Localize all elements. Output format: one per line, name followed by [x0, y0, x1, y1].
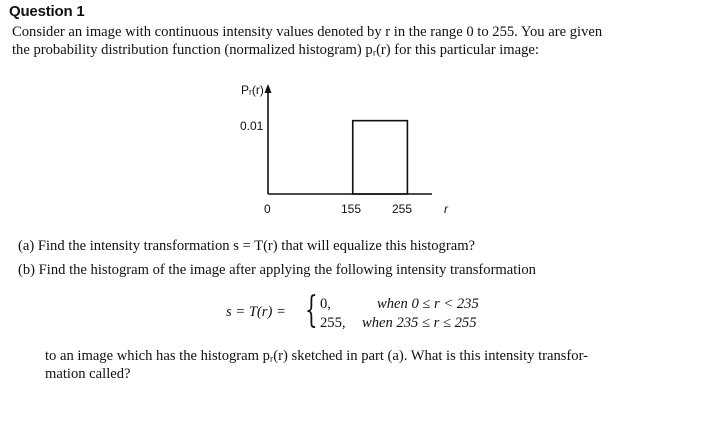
equation-lhs: s = T(r) =	[226, 304, 286, 320]
closing-line-2: mation called?	[45, 366, 131, 382]
y-tick-label: 0.01	[240, 119, 264, 133]
case-1-value: 0,	[320, 296, 331, 312]
case-2-value: 255,	[320, 315, 346, 331]
part-a: (a) Find the intensity transformation s = T(r) that will equalize this histogram?	[18, 238, 476, 254]
intro-line-1: Consider an image with continuous intensity values denoted by r in the range 0 to 255. You are given	[12, 24, 603, 40]
case-1-condition: when 0 ≤ r < 235	[377, 296, 479, 312]
y-axis-arrowhead	[265, 84, 272, 93]
x-axis-label: r	[444, 202, 448, 216]
x-tick-label-255: 255	[392, 202, 413, 216]
closing-line-1: to an image which has the histogram pᵣ(r) sketched in part (a). What is this intensity transfor-	[45, 348, 589, 364]
part-b: (b) Find the histogram of the image after applying the following intensity transformation	[18, 262, 536, 278]
x-tick-label-155: 155	[341, 202, 362, 216]
equation-brace: {	[305, 290, 318, 331]
intro-line-2: the probability distribution function (normalized histogram) pᵣ(r) for this particular image:	[12, 42, 539, 58]
case-2-condition: when 235 ≤ r ≤ 255	[362, 315, 477, 331]
y-axis-label: Pᵣ(r)	[241, 83, 264, 97]
x-tick-label-0: 0	[264, 202, 271, 216]
histogram-bar	[353, 121, 408, 194]
question-title: Question 1	[9, 3, 85, 20]
